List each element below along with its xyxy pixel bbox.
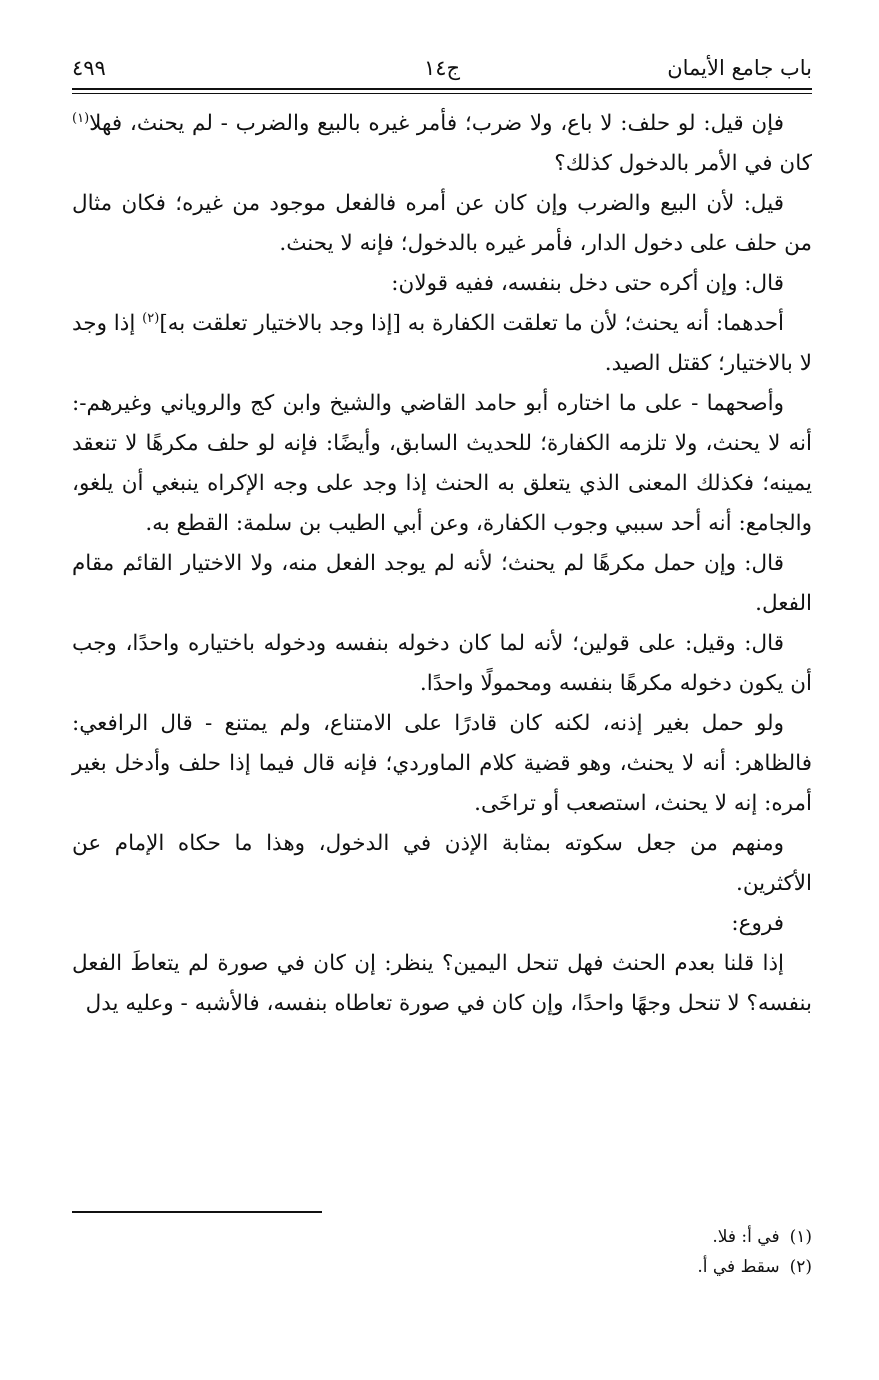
book-page xyxy=(72,52,812,1024)
footnote-text: في أ: فلا. xyxy=(712,1227,780,1247)
footnote xyxy=(72,1222,812,1252)
footnote-number: (٢) xyxy=(789,1257,812,1277)
paragraph: فإن قيل: لو حلف: لا باع، ولا ضرب؛ فأمر غيره بالبيع والضرب - لم يحنث، فهلا$^{(١)}$ كان في الأمر بالدخول كذلك؟ xyxy=(72,110,812,176)
footnotes xyxy=(72,1222,812,1282)
volume-label: ج١٤ xyxy=(423,56,461,80)
paragraph: أحدهما: أنه يحنث؛ لأن ما تعلقت الكفارة به [إذا وجد بالاختيار تعلقت به]$^{(٢)}$ إذا وجد لا بالاختيار؛ كقتل الصيد. xyxy=(72,310,812,376)
main-text xyxy=(72,104,812,1024)
header-rule xyxy=(72,88,812,90)
footnote-text: سقط في أ. xyxy=(697,1257,780,1277)
paragraph: ومنهم من جعل سكوته بمثابة الإذن في الدخول، وهذا ما حكاه الإمام عن الأكثرين. xyxy=(72,831,812,896)
header-rule-thin xyxy=(72,93,812,94)
footnote-number: (١) xyxy=(789,1227,812,1247)
chapter-title: باب جامع الأيمان xyxy=(667,56,812,80)
paragraph: قال: وإن أكره حتى دخل بنفسه، ففيه قولان: xyxy=(391,271,784,296)
page-number: ٤٩٩ xyxy=(72,56,106,80)
footnote-separator xyxy=(72,1211,322,1213)
paragraph: إذا قلنا بعدم الحنث فهل تنحل اليمين؟ ينظر: إن كان في صورة لم يتعاطَ الفعل بنفسه؟ لا تنحل وجهًا واحدًا، وإن كان في صورة تعاطاه بنفسه، فالأشبه - وعليه يدل xyxy=(72,951,812,1016)
paragraph: قال: وقيل: على قولين؛ لأنه لما كان دخوله بنفسه ودخوله باختياره واحدًا، وجب أن يكون دخوله مكرهًا بنفسه ومحمولًا واحدًا. xyxy=(72,631,812,696)
footnote xyxy=(72,1252,812,1282)
running-header xyxy=(72,52,812,88)
paragraph: ولو حمل بغير إذنه، لكنه كان قادرًا على الامتناع، ولم يمتنع - قال الرافعي: فالظاهر: أنه لا يحنث، وهو قضية كلام الماوردي؛ فإنه قال فيما إذا حلف وأدخل بغير أمره: إنه لا يحنث، استصعب أو تراخَى. xyxy=(72,711,812,816)
paragraph: قال: وإن حمل مكرهًا لم يحنث؛ لأنه لم يوجد الفعل منه، ولا الاختيار القائم مقام الفعل. xyxy=(72,551,812,616)
section-heading: فروع: xyxy=(731,911,784,936)
paragraph: وأصحهما - على ما اختاره أبو حامد القاضي والشيخ وابن كج والروياني وغيرهم-: أنه لا يحنث، ولا تلزمه الكفارة؛ للحديث السابق، وأيضًا: فإنه لو حلف مكرهًا لا تنعقد يمينه؛ فكذلك المعنى الذي يتعلق به الحنث إذا وجد على وجه الإكراه ينبغي أن يلغو، والجامع: أنه أحد سببي وجوب الكفارة، وعن أبي الطيب بن سلمة: القطع به. xyxy=(72,391,812,536)
footnote-ref: (٢) xyxy=(142,310,160,326)
paragraph: قيل: لأن البيع والضرب وإن كان عن أمره فالفعل موجود من غيره؛ فكان مثال من حلف على دخول الدار، فأمر غيره بالدخول؛ فإنه لا يحنث. xyxy=(72,191,812,256)
footnote-ref: (١) xyxy=(72,110,90,126)
